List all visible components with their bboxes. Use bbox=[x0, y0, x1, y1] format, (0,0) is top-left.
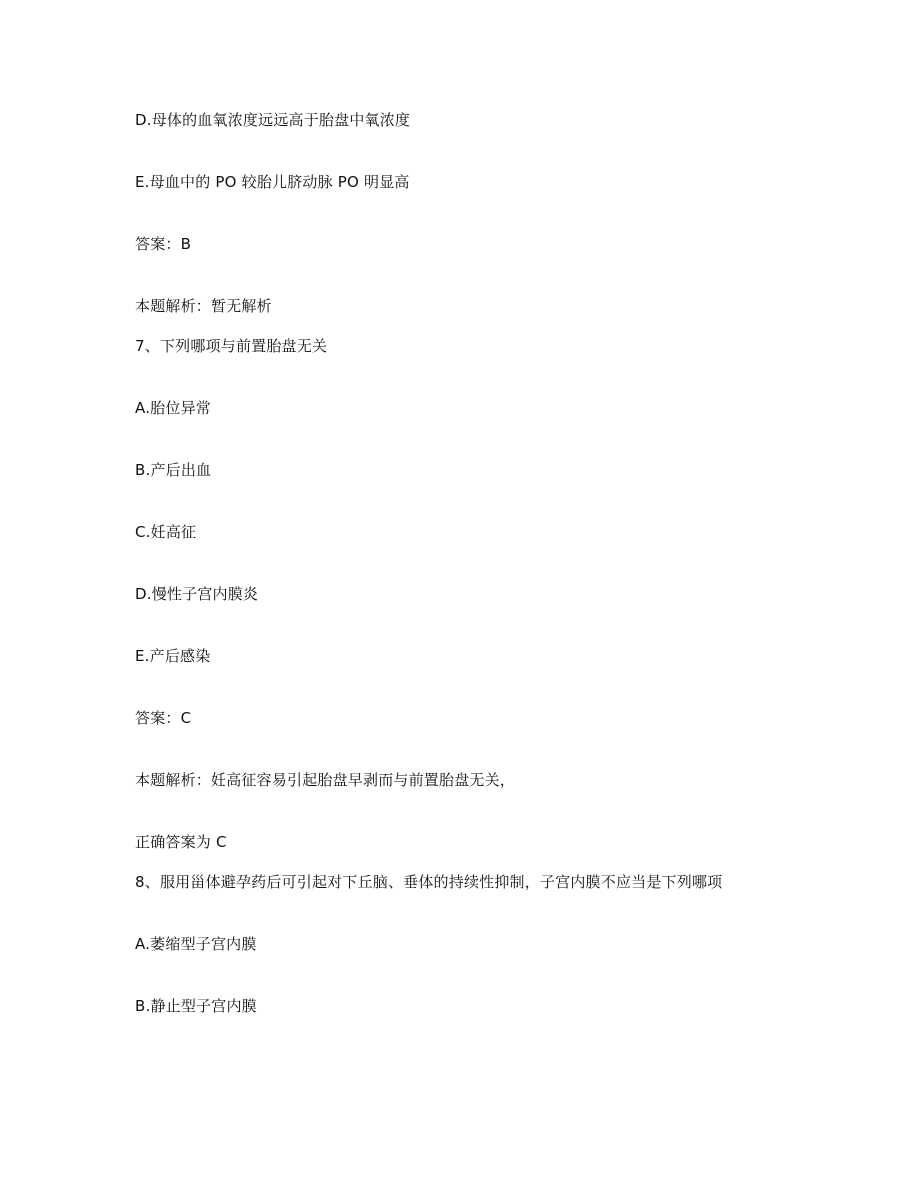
q7-option-b: B.产后出血 bbox=[135, 461, 212, 479]
q7-correct-answer: 正确答案为 C bbox=[135, 833, 227, 851]
q8-option-b: B.静止型子宫内膜 bbox=[135, 997, 257, 1015]
q6-option-d: D.母体的血氧浓度远远高于胎盘中氧浓度 bbox=[135, 111, 411, 129]
q8-question: 8、服用甾体避孕药后可引起对下丘脑、垂体的持续性抑制，子宫内膜不应当是下列哪项 bbox=[135, 873, 723, 891]
q7-option-e: E.产后感染 bbox=[135, 647, 211, 665]
q7-question: 7、下列哪项与前置胎盘无关 bbox=[135, 337, 328, 355]
q6-option-e: E.母血中的 PO 较胎儿脐动脉 PO 明显高 bbox=[135, 173, 410, 191]
q6-answer: 答案：B bbox=[135, 235, 192, 253]
q7-option-a: A.胎位异常 bbox=[135, 399, 211, 417]
q7-option-c: C.妊高征 bbox=[135, 523, 197, 541]
q7-answer: 答案：C bbox=[135, 709, 192, 727]
q6-explanation: 本题解析：暂无解析 bbox=[135, 297, 272, 315]
q7-option-d: D.慢性子宫内膜炎 bbox=[135, 585, 259, 603]
q8-option-a: A.萎缩型子宫内膜 bbox=[135, 935, 257, 953]
q7-explanation: 本题解析：妊高征容易引起胎盘早剥而与前置胎盘无关， bbox=[135, 771, 516, 789]
